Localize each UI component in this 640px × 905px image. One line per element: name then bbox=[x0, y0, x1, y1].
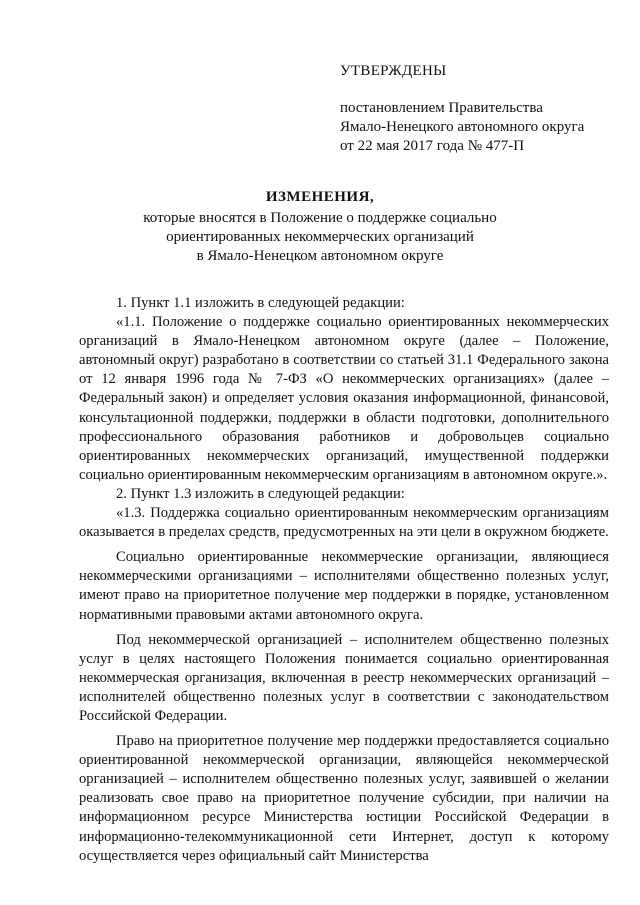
document-body bbox=[79, 294, 609, 866]
approval-line: от 22 мая 2017 года № 477-П bbox=[340, 138, 525, 154]
paragraph: Социально ориентированные некоммерческие организации, являющиеся некоммерческими организациями – исполнителями общественно полезных услуг, имеют право на приоритетное получение мер поддержки в порядке, установленном нормативными правовыми актами автономного округа. bbox=[79, 549, 609, 623]
paragraph: Под некоммерческой организацией – исполнителем общественно полезных услуг в целях настоящего Положения понимается социально ориентированная некоммерческая организация, включенная в реестр некоммерческих организаций – исполнителей общественно полезных услуг в соответствии с законодательством Российской Федерации. bbox=[79, 631, 609, 724]
title-line: которые вносятся в Положение о поддержке социально bbox=[143, 210, 497, 226]
title-line: ориентированных некоммерческих организаций bbox=[166, 229, 474, 245]
approval-heading: УТВЕРЖДЕНЫ bbox=[340, 63, 447, 79]
paragraph: Право на приоритетное получение мер поддержки предоставляется социально ориентированной некоммерческой организации, являющейся некоммерческой организацией – исполнителем общественно полезных услуг, заявившей о желании реализовать свое право на приоритетное получение субсидии, при наличии на информационном ресурсе Министерства юстиции Российской Федерации в информационно-телекоммуникационной сети Интернет, доступ к которому осуществляется через официальный сайт Министерства bbox=[79, 733, 609, 864]
approval-line: постановлением Правительства bbox=[340, 100, 543, 116]
approval-line: Ямало-Ненецкого автономного округа bbox=[340, 119, 585, 135]
approval-block bbox=[340, 62, 584, 156]
title-line: в Ямало-Ненецком автономном округе bbox=[196, 248, 444, 264]
paragraph: 1. Пункт 1.1 изложить в следующей редакции: bbox=[116, 295, 405, 311]
document-title bbox=[0, 188, 640, 266]
paragraph: «1.1. Положение о поддержке социально ориентированных некоммерческих организаций в Ямало-Ненецком автономном округе (далее – Положение, автономный округ) разработано в соответствии со статьей 31.1 Федерального закона от 12 января 1996 года № 7-ФЗ «О некоммерческих организациях» (далее – Федеральный закон) и определяет условия оказания информационной, финансовой, консультационной поддержки, поддержки в области подготовки, дополнительного профессионального образования работников и добровольцев социально ориентированных некоммерческих организаций, имущественной поддержки социально ориентированным некоммерческим организациям в автономном округе.». bbox=[79, 314, 609, 483]
paragraph: 2. Пункт 1.3 изложить в следующей редакции: bbox=[116, 485, 405, 502]
title-heading: ИЗМЕНЕНИЯ, bbox=[265, 189, 375, 205]
paragraph: «1.3. Поддержка социально ориентированным некоммерческим организациям оказывается в пределах средств, предусмотренных на эти цели в окружном бюджете. bbox=[79, 505, 609, 541]
